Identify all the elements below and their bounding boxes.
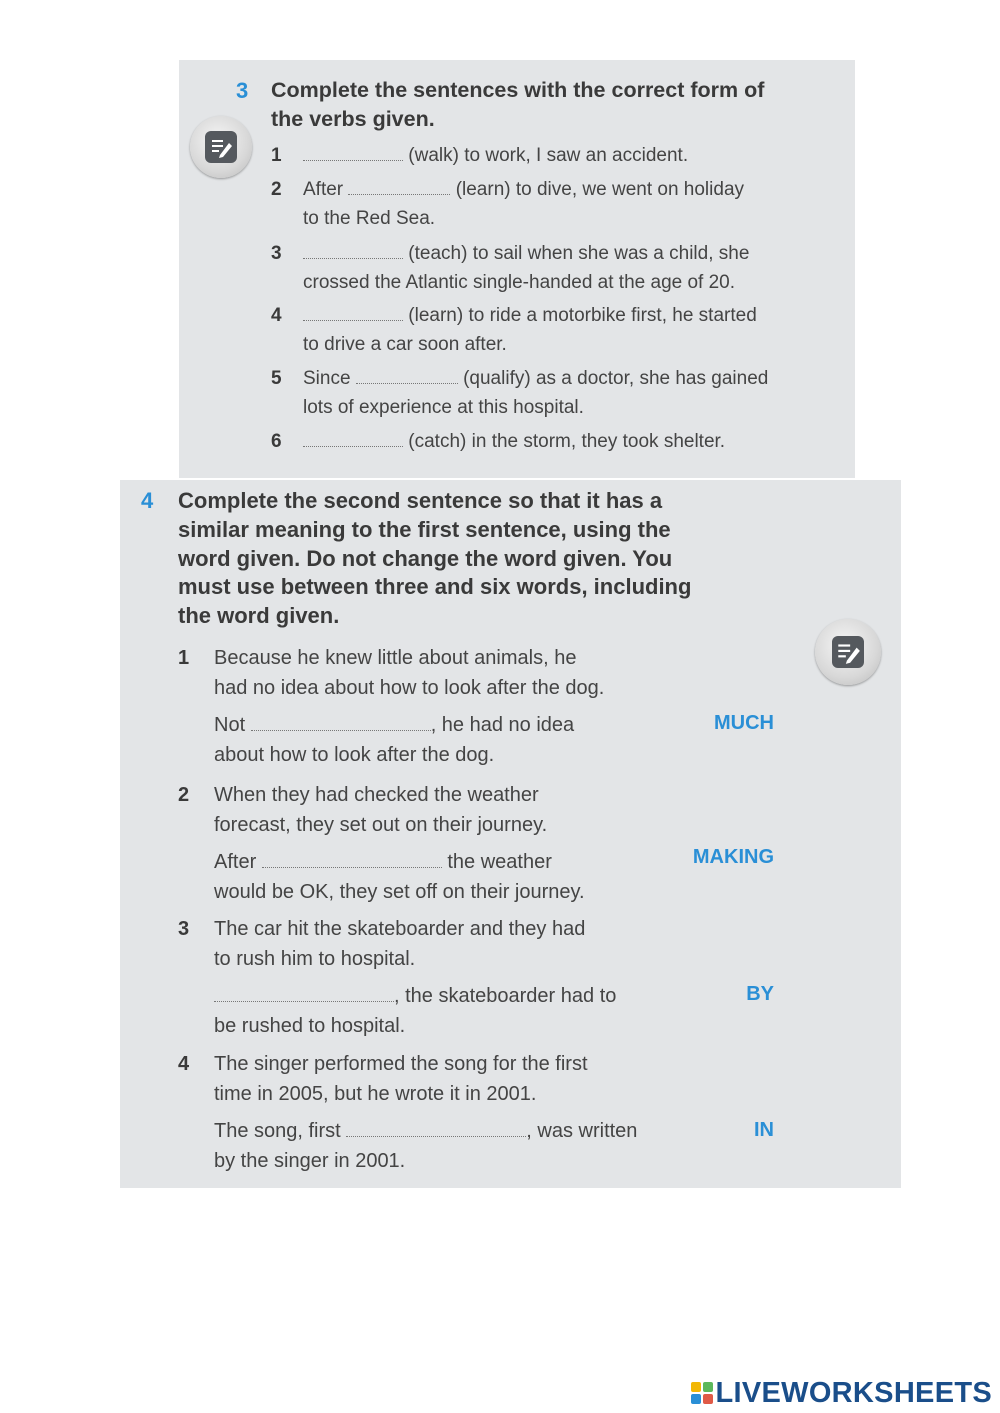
original-sentence-line: The singer performed the song for the first [214,1053,588,1075]
rewrite-text-pre: After [214,851,257,873]
exercise-4-item [178,643,698,773]
rewrite-text-pre: Not [214,714,246,736]
exercise-3-instruction-line: the verbs given. [271,106,435,131]
answer-blank[interactable] [346,1120,526,1137]
exercise-3-number: 3 [236,78,249,103]
exercise-3-item [271,302,831,362]
keyword: IN [754,1119,774,1141]
item-number: 2 [178,784,190,806]
exercise-3-item [271,240,831,300]
original-sentence-line: had no idea about how to look after the dog. [214,677,605,699]
exercise-4-instruction-line: similar meaning to the first sentence, using the [178,516,671,542]
item-number: 6 [271,431,282,452]
keyword: BY [746,983,774,1005]
original-sentence-line: When they had checked the weather [214,784,539,806]
item-text: (teach) to sail when she was a child, she [408,243,750,264]
exercise-3-item [271,365,831,425]
answer-blank[interactable] [303,145,403,161]
item-text-line2: to the Red Sea. [303,207,436,229]
item-text: (qualify) as a doctor, she has gained [463,368,769,389]
original-sentence-line: Because he knew little about animals, he [214,647,577,669]
rewrite-text-pre: The song, first [214,1120,341,1142]
original-sentence-line: The car hit the skateboarder and they had [214,918,586,940]
rewrite-text: , was written [526,1120,638,1142]
answer-blank[interactable] [251,714,431,731]
exercise-3-item [271,428,831,458]
exercise-3-item [271,176,831,236]
exercise-3-instruction-line: Complete the sentences with the correct form of [271,78,765,102]
rewrite-text-line2: be rushed to hospital. [214,1015,406,1037]
item-number: 3 [178,918,190,940]
item-number: 1 [178,647,190,669]
rewrite-text-line2: would be OK, they set off on their journey. [214,881,585,903]
rewrite-text-line2: about how to look after the dog. [214,744,495,766]
answer-blank[interactable] [214,985,394,1002]
item-text-line2: lots of experience at this hospital. [303,396,584,418]
rewrite-text: the weather [447,851,552,873]
exercise-4-number: 4 [141,488,154,513]
brand-name: LIVEWORKSHEETS [715,1376,992,1409]
item-number: 3 [271,243,282,264]
pencil-note-icon [196,122,246,172]
liveworksheets-logo-icon [691,1382,713,1404]
original-sentence-line: forecast, they set out on their journey. [214,814,548,836]
pencil-note-icon [821,625,875,679]
keyword: MUCH [714,712,774,734]
answer-blank[interactable] [303,305,403,321]
exercise-4-item [178,1049,718,1179]
exercise-3-item [271,142,831,172]
item-number: 5 [271,368,282,389]
keyword: MAKING [692,846,774,868]
rewrite-text: , the skateboarder had to [394,985,617,1007]
exercise-4-instruction [178,487,798,631]
item-text: (learn) to dive, we went on holiday [455,179,745,200]
write-icon [190,116,252,178]
write-icon [815,619,881,685]
exercise-4-instruction-line: the word given. [178,603,340,629]
liveworksheets-brand [691,1376,993,1410]
item-number: 2 [271,179,282,200]
exercise-4-instruction-line: Complete the second sentence so that it has a [178,488,663,513]
answer-blank[interactable] [303,243,403,259]
exercise-4-instruction-line: must use between three and six words, including [178,574,692,600]
item-text-pre: After [303,179,344,200]
answer-blank[interactable] [348,179,450,195]
item-number: 4 [271,305,282,326]
item-text-line2: to drive a car soon after. [303,333,507,355]
item-text-pre: Since [303,368,351,389]
rewrite-text-line2: by the singer in 2001. [214,1150,406,1172]
exercise-4-instruction-line: word given. Do not change the word given. You [178,545,673,571]
item-text: (walk) to work, I saw an accident. [408,145,689,166]
rewrite-text: , he had no idea [430,714,575,736]
original-sentence-line: time in 2005, but he wrote it in 2001. [214,1083,537,1105]
exercise-3-instruction [271,76,841,133]
original-sentence-line: to rush him to hospital. [214,948,416,970]
item-text: (catch) in the storm, they took shelter. [408,431,726,452]
answer-blank[interactable] [356,368,458,384]
item-text: (learn) to ride a motorbike first, he started [408,305,757,326]
item-number: 4 [178,1053,190,1075]
answer-blank[interactable] [303,431,403,447]
exercise-4-item [178,780,698,910]
item-number: 1 [271,145,282,166]
item-text-line2: crossed the Atlantic single-handed at the age of 20. [303,271,736,293]
exercise-4-item [178,914,698,1044]
answer-blank[interactable] [262,851,442,868]
